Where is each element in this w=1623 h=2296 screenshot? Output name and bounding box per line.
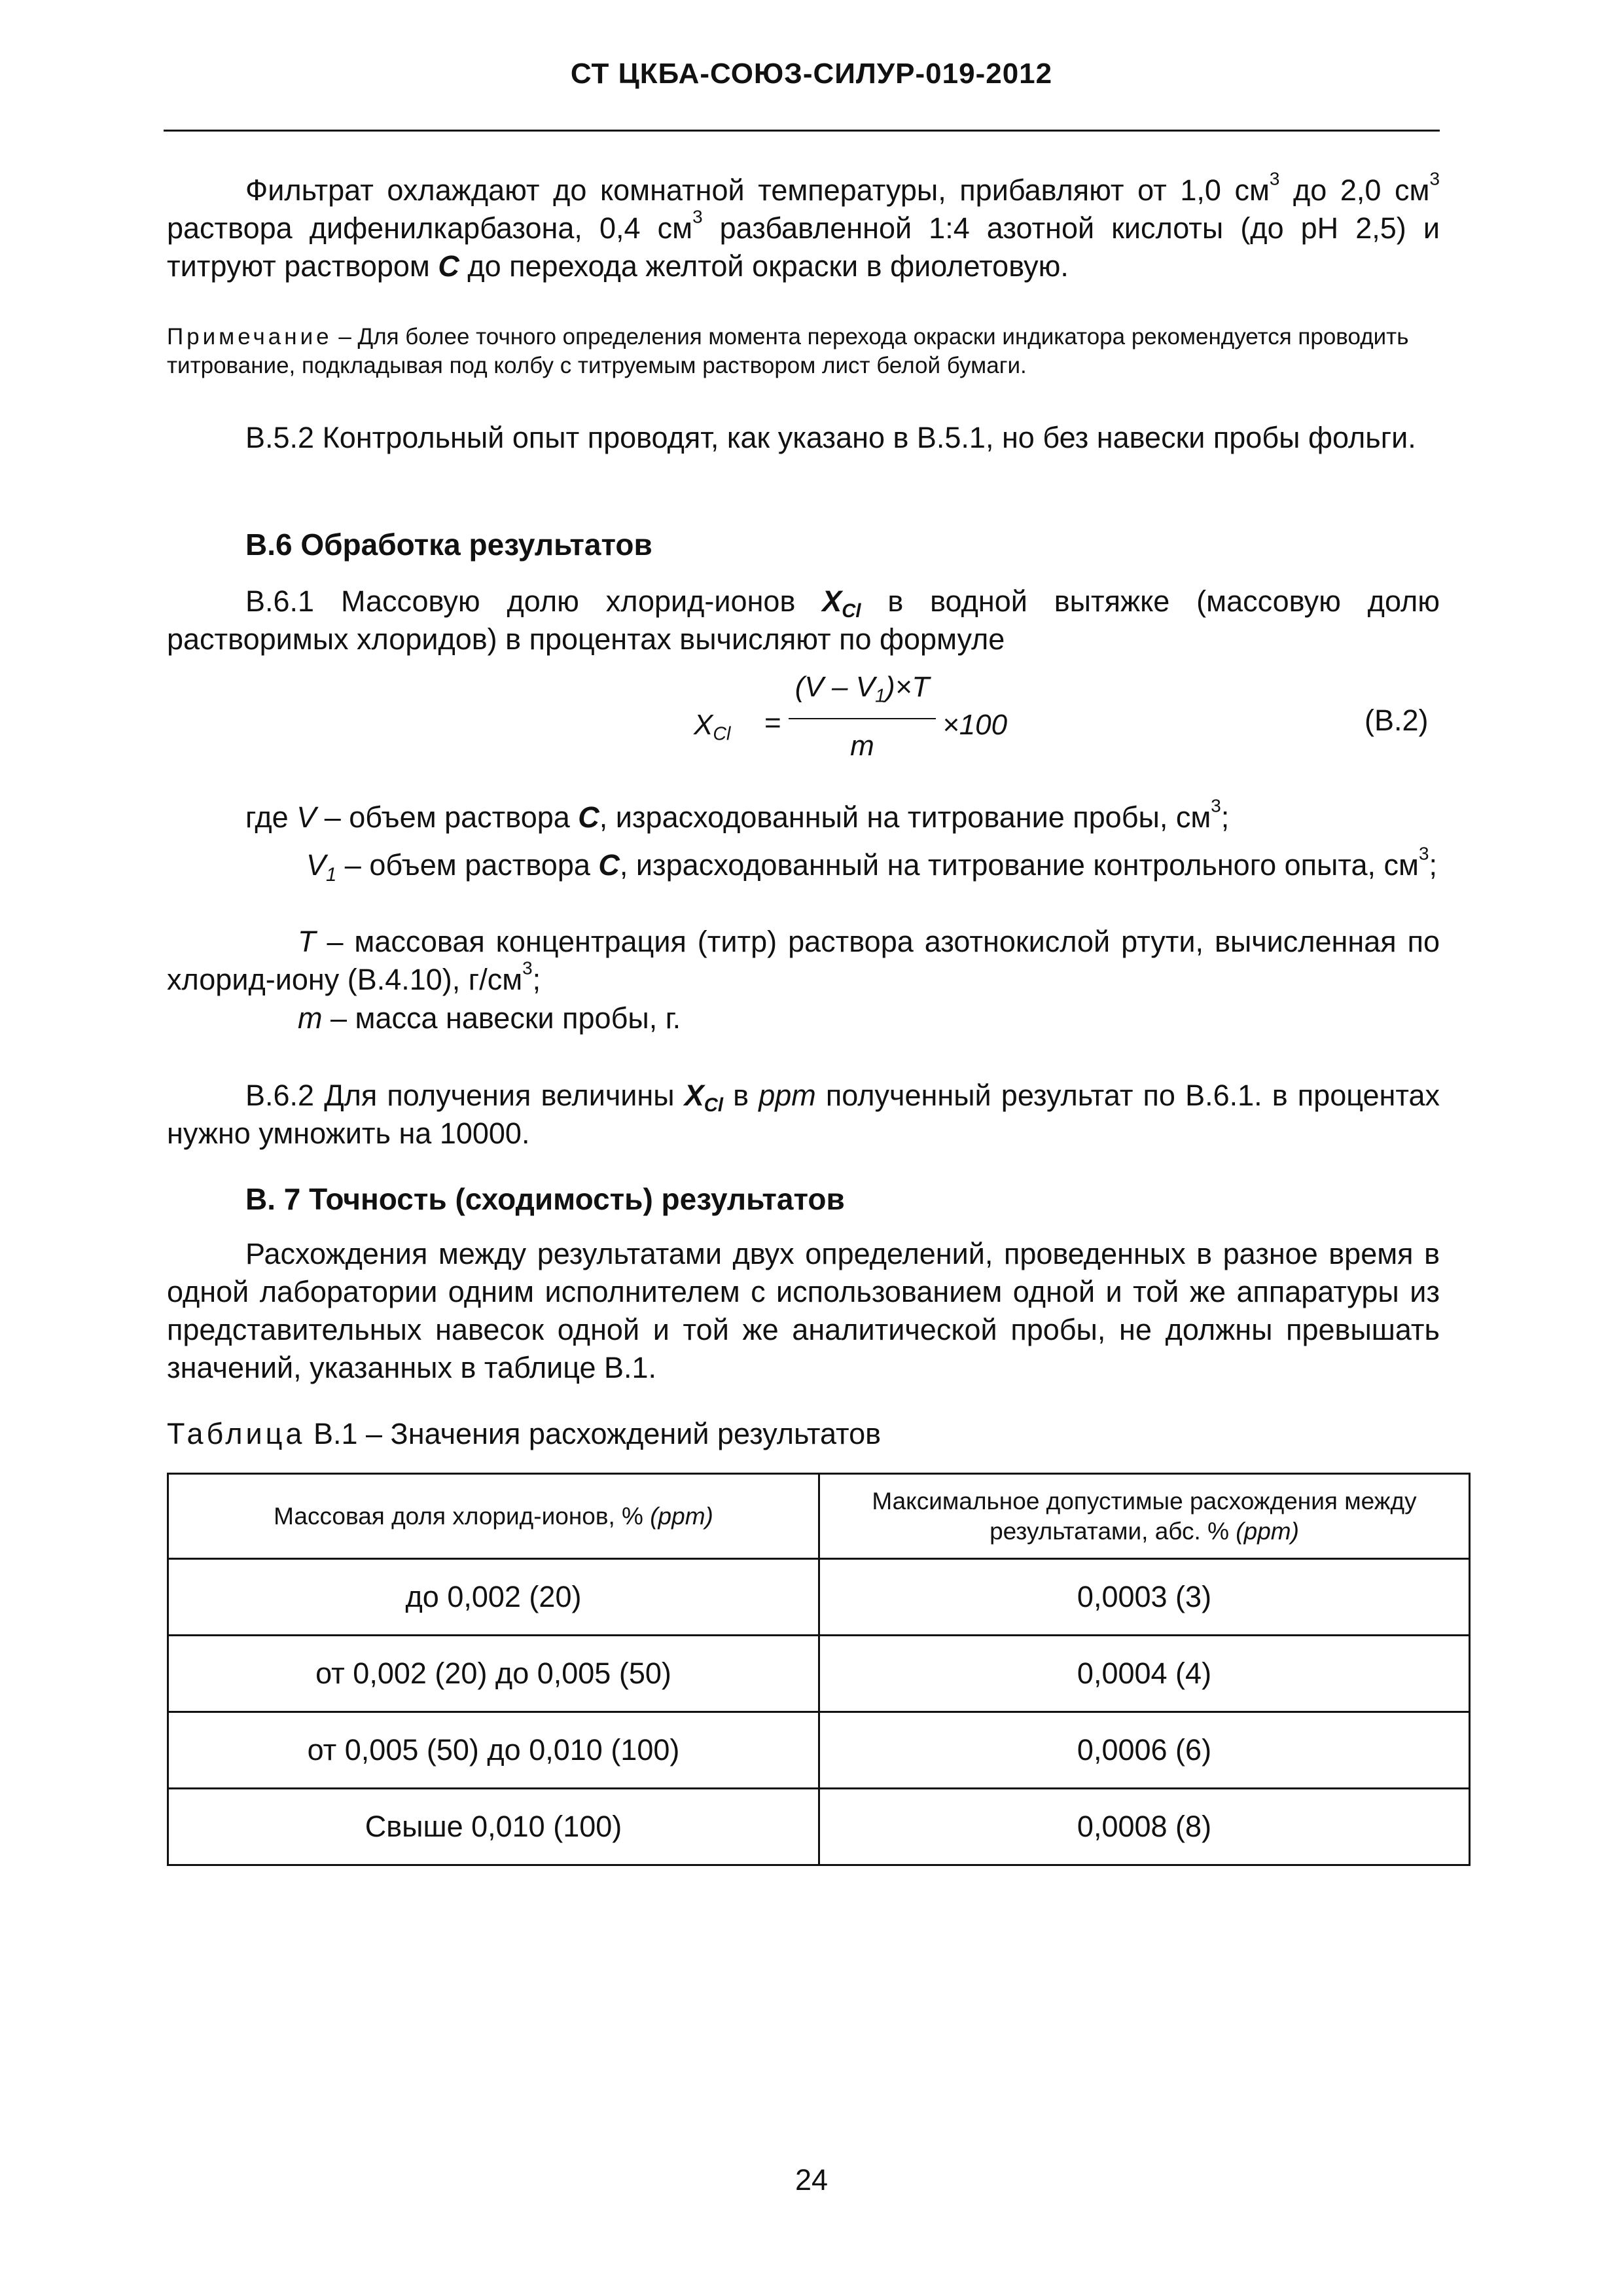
formula-multiplier: ×100 [942, 709, 1008, 741]
note-label: Примечание [167, 324, 332, 350]
table-cell: 0,0008 (8) [819, 1789, 1470, 1865]
table-row [168, 1712, 1470, 1789]
table-cell: от 0,002 (20) до 0,005 (50) [168, 1636, 819, 1712]
paragraph-b52: В.5.2 Контрольный опыт проводят, как указано в В.5.1, но без навески пробы фольги. [245, 421, 1416, 454]
table-caption: Таблица В.1 – Значения расхождений результатов [167, 1417, 882, 1450]
formula-equals: = [764, 707, 781, 739]
table-row [168, 1789, 1470, 1865]
discrepancy-table [167, 1473, 1471, 1866]
page-number: 24 [794, 2163, 829, 2197]
formula-b2 [681, 671, 1047, 776]
formula-number: (В.2) [1364, 704, 1429, 737]
where-t: T – массовая концентрация (титр) раствора азотнокислой ртути, вычисленная по хлорид-иону (В.4.10), $г/см^3$; [167, 925, 1440, 996]
paragraph-b7: Расхождения между результатами двух определений, проведенных в разное время в одной лаборатории одним исполнителем с использованием одной и той же аппаратуры из представительных навесок одной и той же аналитической пробы, не должны превышать значений, указанных в таблице В.1. [167, 1237, 1440, 1384]
table-row [168, 1559, 1470, 1636]
table-cell: от 0,005 (50) до 0,010 (100) [168, 1712, 819, 1789]
paragraph-b62: В.6.2 Для получения величины $X_{Cl}$ в ppm полученный результат по В.6.1. в процентах нужно умножить на 10000. [167, 1079, 1440, 1150]
table-row [168, 1636, 1470, 1712]
table-header-row [168, 1474, 1470, 1559]
note [167, 323, 1440, 380]
table-cell: 0,0003 (3) [819, 1559, 1470, 1636]
table-cell: 0,0004 (4) [819, 1636, 1470, 1712]
formula-lhs: $X_{Cl}$ [694, 709, 731, 745]
document-header: СТ ЦКБА-СОЮЗ-СИЛУР-019-2012 [570, 58, 1053, 90]
paragraph-b61: В.6.1 Массовую долю хлорид-ионов $X_{Cl}$ в водной вытяжке (массовую долю растворимых хлоридов) в процентах вычисляют по формуле [167, 584, 1440, 656]
where-m: m – масса навески пробы, г. [298, 1001, 681, 1035]
paragraph-filtrate: Фильтрат охлаждают до комнатной температуры, прибавляют от 1,0 $см^3$ до 2,0 $см^3$ раствора дифенилкарбазона, 0,4 $см^3$ разбавленной 1:4 азотной кислоты (до рН 2,5) и титруют раствором С до перехода желтой окраски в фиолетовую. [167, 168, 1440, 283]
header-divider [164, 130, 1440, 132]
table-cell: 0,0006 (6) [819, 1712, 1470, 1789]
formula-fraction-bar [789, 718, 936, 719]
formula-denominator: m [850, 730, 874, 762]
table-cell: до 0,002 (20) [168, 1559, 819, 1636]
column-header-mass-fraction: Массовая доля хлорид-ионов, % (ppm) [168, 1474, 819, 1559]
table-cell: Свыше 0,010 (100) [168, 1789, 819, 1865]
where-v: где V – объем раствора С, израсходованный на титрование пробы, $см^3$; [245, 795, 1230, 834]
column-header-max-discrepancy: Максимальное допустимые расхождения между результатами, абс. % (ppm) [819, 1474, 1470, 1559]
section-heading-b7: В. 7 Точность (сходимость) результатов [245, 1182, 845, 1216]
section-heading-b6: В.6 Обработка результатов [245, 528, 652, 562]
note-text: – Для более точного определения момента перехода окраски индикатора рекомендуется проводить титрование, подкладывая под колбу с титруемым раствором лист белой бумаги. [167, 324, 1409, 378]
where-v1: $V_1$ – объем раствора С, израсходованный на титрование контрольного опыта, $см^3$; [306, 843, 1437, 886]
formula-numerator: $(V - V_1)\times T$ [794, 671, 930, 707]
